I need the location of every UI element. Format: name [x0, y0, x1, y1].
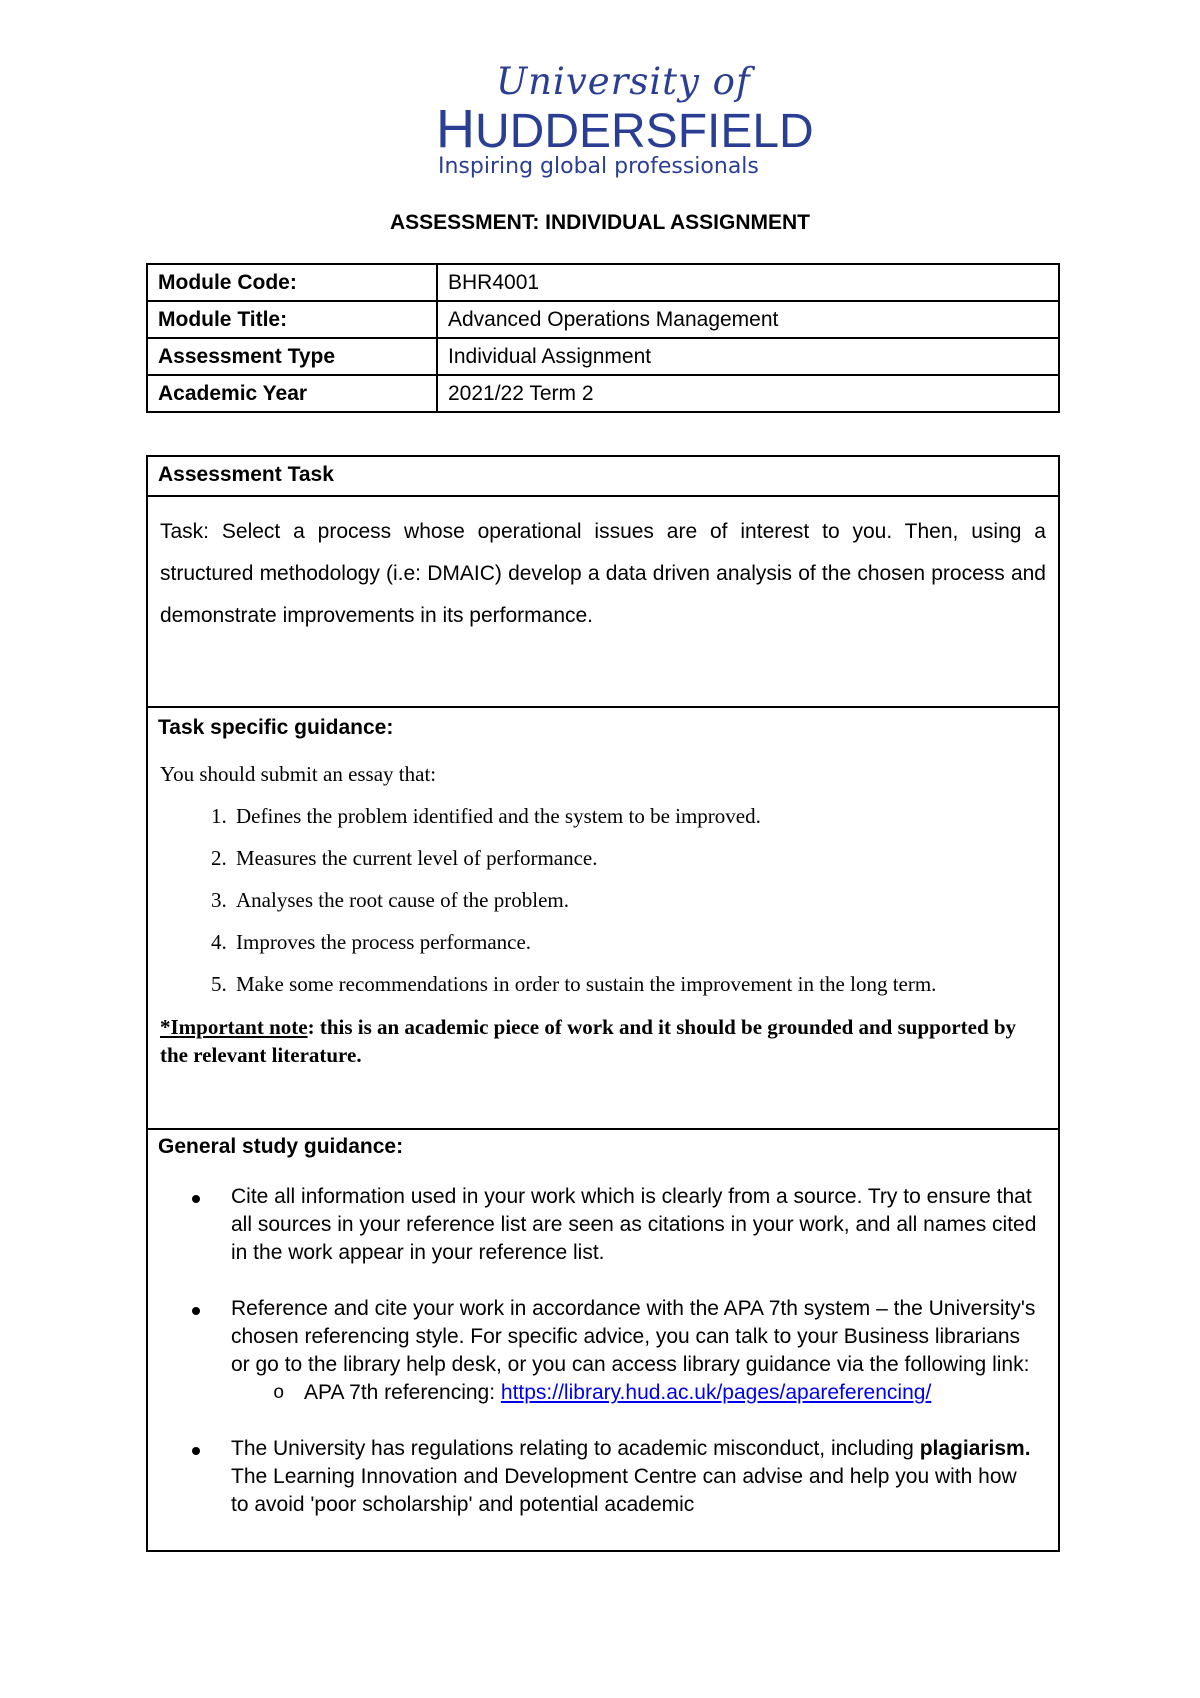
bullet-text: Reference and cite your work in accordance with the APA 7th system – the University's chosen referencing style. For specific advice, you can talk to your Business librarians or go to the library help desk, or you can access library guidance via the following link: [231, 1297, 1036, 1376]
academic-year-label: Academic Year [147, 375, 437, 412]
table-row [147, 338, 1059, 375]
bullet-bold-text: plagiarism. [919, 1437, 1031, 1460]
general-guidance-box [146, 1128, 1060, 1552]
sub-item-label: APA 7th referencing: [304, 1381, 501, 1404]
list-item [148, 1435, 1058, 1519]
academic-year-value: 2021/22 Term 2 [437, 375, 1059, 412]
task-guidance-intro: You should submit an essay that: [160, 762, 437, 786]
list-item: 4. Improves the process performance. [232, 921, 1058, 963]
assessment-type-label: Assessment Type [147, 338, 437, 375]
module-code-label: Module Code: [147, 264, 437, 301]
list-item [148, 1295, 1058, 1407]
bullet-icon [192, 1307, 200, 1315]
task-guidance-list [148, 795, 1058, 1005]
university-logo [436, 60, 814, 185]
bullet-text: The University has regulations relating to academic misconduct, including [231, 1437, 920, 1460]
task-guidance-heading: Task specific guidance: [158, 716, 394, 739]
bullet-text-continued: The Learning Innovation and Development Centre can advise and help you with how to avoid 'poor scholarship' and potential academic [231, 1465, 1017, 1516]
table-row [147, 301, 1059, 338]
bullet-icon [192, 1447, 200, 1455]
list-item: 5. Make some recommendations in order to sustain the improvement in the long term. [232, 963, 1058, 1005]
module-code-value: BHR4001 [437, 264, 1059, 301]
bullet-icon [192, 1195, 200, 1203]
important-note-text: : this is an academic piece of work and it should be grounded and supported by the relevant literature. [160, 1015, 1017, 1067]
logo-line-university-of: University of [496, 60, 751, 103]
logo-line-huddersfield [436, 98, 814, 160]
logo-rest: UDDERSFIELD [475, 105, 814, 158]
assessment-task-text: Task: Select a process whose operational issues are of interest to you. Then, using a structured methodology (i.e: DMAIC) develop a data driven analysis of the chosen process and demonstrate improvements in its performance. [160, 520, 1046, 627]
important-note-label: *Important note [160, 1015, 308, 1039]
list-item: 1. Defines the problem identified and the system to be improved. [232, 795, 1058, 837]
module-title-label: Module Title: [147, 301, 437, 338]
table-row [147, 375, 1059, 412]
module-info-table [146, 263, 1060, 413]
apa-referencing-link[interactable]: https://library.hud.ac.uk/pages/apareferencing/ [500, 1381, 932, 1404]
assessment-task-box [146, 455, 1060, 708]
logo-initial: H [436, 99, 475, 159]
module-title-value: Advanced Operations Management [437, 301, 1059, 338]
sub-list-item [231, 1379, 1038, 1407]
bullet-text: Cite all information used in your work which is clearly from a source. Try to ensure that all sources in your reference list are seen as citations in your work, and all names cited in the work appear in your reference list. [231, 1185, 1037, 1264]
list-item: 3. Analyses the root cause of the problem. [232, 879, 1058, 921]
logo-tagline: Inspiring global professionals [438, 154, 759, 179]
assessment-task-heading: Assessment Task [148, 457, 1058, 497]
list-item: 2. Measures the current level of performance. [232, 837, 1058, 879]
important-note [148, 1005, 1058, 1069]
general-guidance-list [148, 1183, 1058, 1519]
assessment-type-value: Individual Assignment [437, 338, 1059, 375]
sub-bullet-icon: o [273, 1382, 285, 1404]
list-item [148, 1183, 1058, 1267]
general-guidance-heading: General study guidance: [158, 1135, 404, 1158]
task-guidance-box [146, 706, 1060, 1130]
document-title: ASSESSMENT: INDIVIDUAL ASSIGNMENT [389, 211, 811, 234]
table-row [147, 264, 1059, 301]
